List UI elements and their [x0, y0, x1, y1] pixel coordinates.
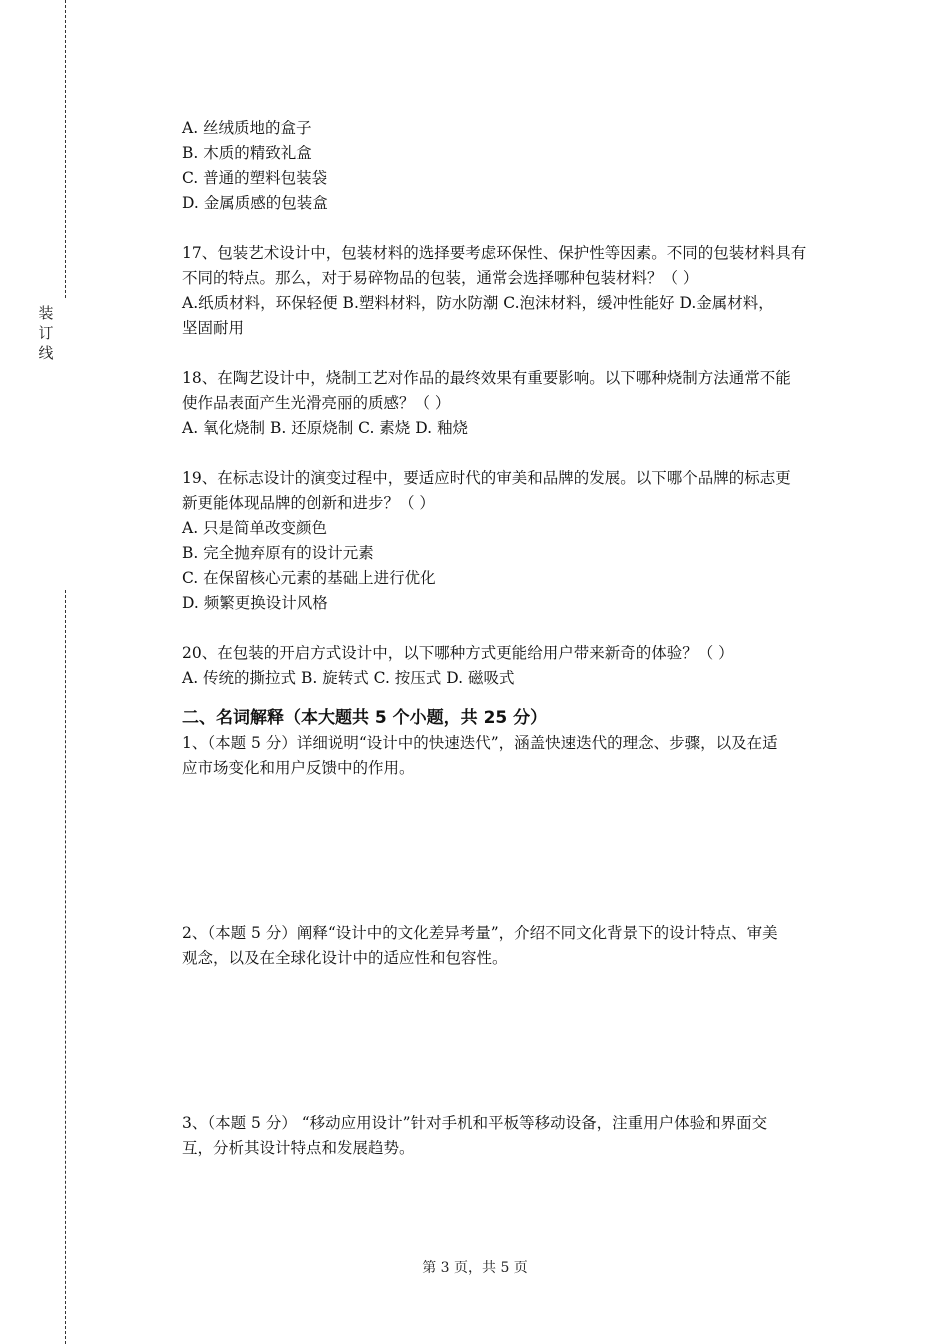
page-number: 第 3 页，共 5 页 [422, 1260, 528, 1276]
question-line: 19、在标志设计的演变过程中，要适应时代的审美和品牌的发展。以下哪个品牌的标志更 [182, 469, 791, 487]
binding-char: 装 [38, 304, 54, 322]
question-line: 互，分析其设计特点和发展趋势。 [182, 1139, 415, 1157]
question-line: 新更能体现品牌的创新和进步？（ ） [182, 494, 435, 512]
options-line: A.纸质材料，环保轻便 B.塑料材料，防水防潮 C.泡沫材料，缓冲性能好 D.金属材料， [182, 294, 774, 312]
question-line: 17、包装艺术设计中，包装材料的选择要考虑环保性、保护性等因素。不同的包装材料具有 [182, 244, 807, 262]
binding-dashed-line-bottom [65, 590, 66, 1344]
binding-label [36, 303, 56, 363]
question-line: 应市场变化和用户反馈中的作用。 [182, 759, 415, 777]
options-line: A. 氧化烧制 B. 还原烧制 C. 素烧 D. 釉烧 [182, 419, 468, 437]
term-question-3 [182, 1111, 842, 1161]
option-c: C. 普通的塑料包装袋 [182, 169, 328, 187]
question-16-options [182, 116, 842, 216]
binding-char: 订 [38, 324, 54, 342]
term-question-1 [182, 731, 842, 781]
option-b: B. 木质的精致礼盒 [182, 144, 312, 162]
question-line: 不同的特点。那么，对于易碎物品的包装，通常会选择哪种包装材料？（ ） [182, 269, 699, 287]
option-b: B. 完全抛弃原有的设计元素 [182, 544, 374, 562]
question-line: 观念，以及在全球化设计中的适应性和包容性。 [182, 949, 508, 967]
question-19 [182, 466, 842, 616]
question-line: 18、在陶艺设计中，烧制工艺对作品的最终效果有重要影响。以下哪种烧制方法通常不能 [182, 369, 791, 387]
question-20 [182, 641, 842, 691]
question-17 [182, 241, 842, 341]
options-line: 坚固耐用 [182, 319, 245, 337]
binding-char: 线 [38, 344, 54, 362]
question-18 [182, 366, 842, 441]
question-line: 20、在包装的开启方式设计中，以下哪种方式更能给用户带来新奇的体验？（ ） [182, 644, 734, 662]
options-line: A. 传统的撕拉式 B. 旋转式 C. 按压式 D. 磁吸式 [182, 669, 515, 687]
option-c: C. 在保留核心元素的基础上进行优化 [182, 569, 436, 587]
option-a: A. 只是简单改变颜色 [182, 519, 328, 537]
question-line: 2、（本题 5 分）阐释“设计中的文化差异考量”，介绍不同文化背景下的设计特点、审美 [182, 924, 778, 942]
term-question-2 [182, 921, 842, 971]
question-line: 使作品表面产生光滑亮丽的质感？（ ） [182, 394, 451, 412]
option-d: D. 金属质感的包装盒 [182, 194, 328, 212]
question-line: 1、（本题 5 分）详细说明“设计中的快速迭代”，涵盖快速迭代的理念、步骤，以及在适 [182, 734, 778, 752]
exam-content [182, 116, 842, 1161]
option-d: D. 频繁更换设计风格 [182, 594, 328, 612]
answer-space [182, 781, 842, 921]
binding-dashed-line-top [65, 0, 66, 298]
answer-space [182, 971, 842, 1111]
option-a: A. 丝绒质地的盒子 [182, 119, 312, 137]
question-line: 3、（本题 5 分） “移动应用设计”针对手机和平板等移动设备，注重用户体验和界面交 [182, 1114, 768, 1132]
section-title: 二、名词解释（本大题共 5 个小题，共 25 分） [182, 708, 548, 728]
